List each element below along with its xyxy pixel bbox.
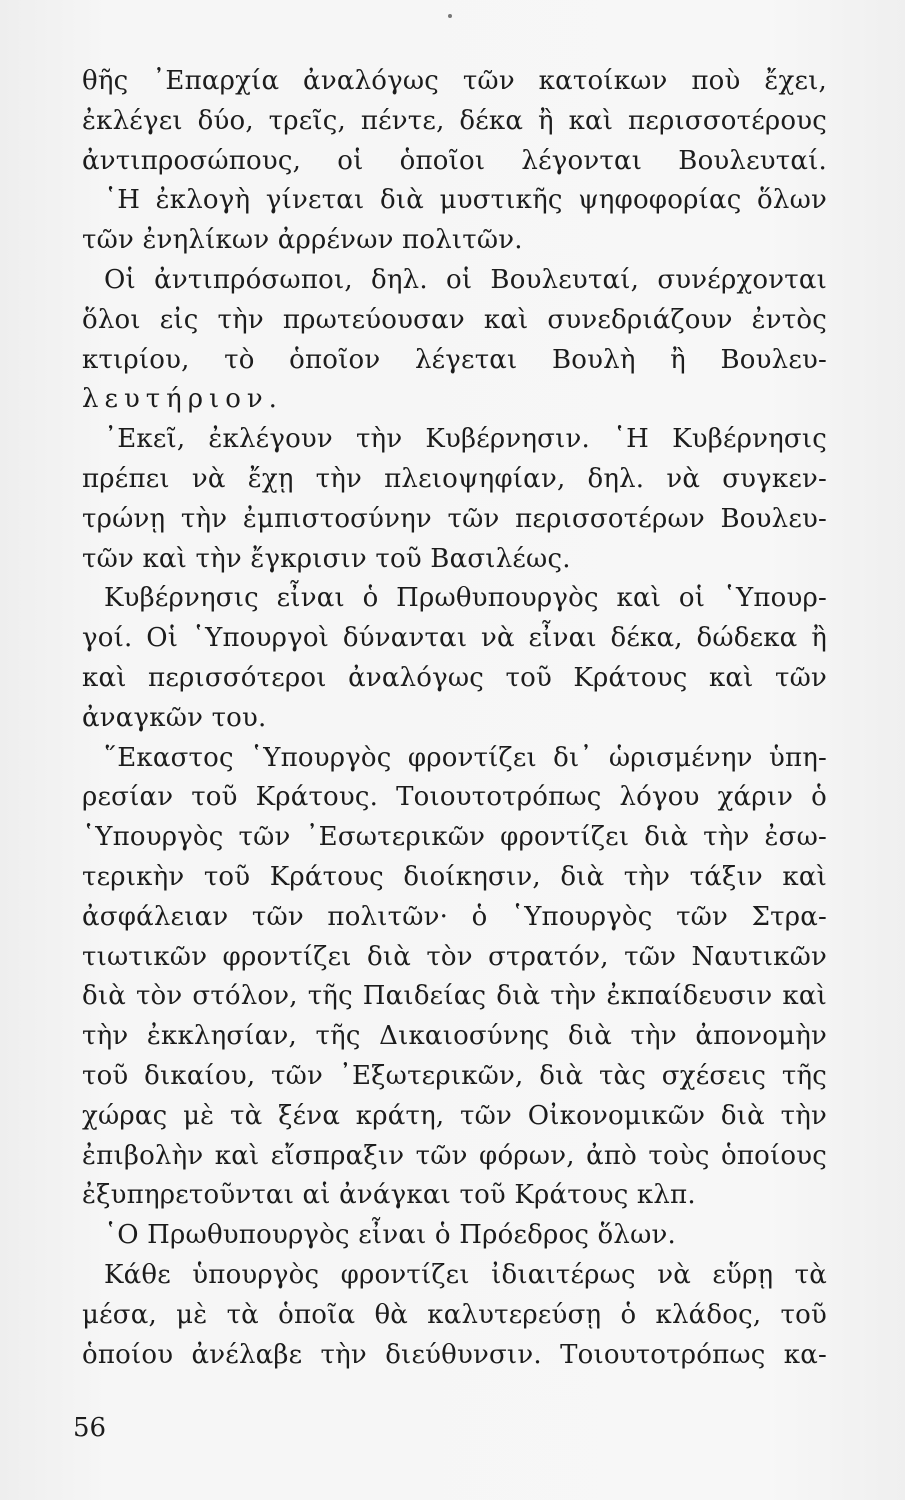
text-line: ὁποίου ἀνέλαβε τὴν διεύθυνσιν. Τοιουτοτρόπως κα- xyxy=(82,1339,827,1370)
text-line: κτιρίου, τὸ ὁποῖον λέγεται Βουλὴ ἢ Βουλευ- xyxy=(82,344,827,375)
text-line: καὶ περισσότεροι ἀναλόγως τοῦ Κράτους καὶ τῶν xyxy=(82,662,827,693)
text-line: ῾Υπουργὸς τῶν ᾿Εσωτερικῶν φροντίζει διὰ τὴν ἐσω- xyxy=(82,822,827,853)
text-line: τὴν ἐκκλησίαν, τῆς Δικαιοσύνης διὰ τὴν ἀπονομὴν xyxy=(82,1021,827,1052)
text-line: ἀναγκῶν του. xyxy=(82,702,267,733)
text-line: τιωτικῶν φροντίζει διὰ τὸν στρατόν, τῶν Ναυτικῶν xyxy=(82,941,827,972)
text-line: τοῦ δικαίου, τῶν ᾿Εξωτερικῶν, διὰ τὰς σχέσεις τῆς xyxy=(82,1060,827,1091)
text-line: ἀντιπροσώπους, οἱ ὁποῖοι λέγονται Βουλευταί. xyxy=(82,145,827,176)
text-line: ῞Εκαστος ῾Υπουργὸς φροντίζει δι᾿ ὡρισμένην ὑπη- xyxy=(104,742,827,773)
text-line: χώρας μὲ τὰ ξένα κράτη, τῶν Οἰκονομικῶν διὰ τὴν xyxy=(82,1100,827,1131)
page-number: 56 xyxy=(73,1413,107,1443)
text-line: ἐπιβολὴν καὶ εἴσπραξιν τῶν φόρων, ἀπὸ τοὺς ὁποίους xyxy=(82,1140,827,1171)
text-line: ᾿Εκεῖ, ἐκλέγουν τὴν Κυβέρνησιν. ῾Η Κυβέρνησις xyxy=(104,424,827,455)
text-line: γοί. Οἱ ῾Υπουργοὶ δύνανται νὰ εἶναι δέκα, δώδεκα ἢ xyxy=(82,623,827,654)
text-line: ἐκλέγει δύο, τρεῖς, πέντε, δέκα ἢ καὶ περισσοτέρους xyxy=(82,105,827,136)
text-line: Κάθε ὑπουργὸς φροντίζει ἰδιαιτέρως νὰ εὕρῃ τὰ xyxy=(104,1259,827,1290)
text-line: τῶν ἐνηλίκων ἀρρένων πολιτῶν. xyxy=(82,225,523,256)
text-line: λευτήριον. xyxy=(82,384,283,415)
text-line: Οἱ ἀντιπρόσωποι, δηλ. οἱ Βουλευταί, συνέρχονται xyxy=(104,264,827,295)
text-line: ρεσίαν τοῦ Κράτους. Τοιουτοτρόπως λόγου χάριν ὁ xyxy=(82,782,827,813)
text-line: διὰ τὸν στόλον, τῆς Παιδείας διὰ τὴν ἐκπαίδευσιν καὶ xyxy=(82,981,827,1012)
text-line: τερικὴν τοῦ Κράτους διοίκησιν, διὰ τὴν τάξιν καὶ xyxy=(82,861,827,892)
text-line: πρέπει νὰ ἔχῃ τὴν πλειοψηφίαν, δηλ. νὰ συγκεν- xyxy=(82,463,827,494)
text-line: ῾Ο Πρωθυπουργὸς εἶναι ὁ Πρόεδρος ὅλων. xyxy=(104,1220,676,1251)
text-line: ῾Η ἐκλογὴ γίνεται διὰ μυστικῆς ψηφοφορίας ὅλων xyxy=(104,185,827,216)
text-line: θῆς ᾿Επαρχία ἀναλόγως τῶν κατοίκων ποὺ ἔχει, xyxy=(82,66,827,96)
text-line: ἐξυπηρετοῦνται αἱ ἀνάγκαι τοῦ Κράτους κλπ. xyxy=(82,1180,696,1211)
text-line: τρώνῃ τὴν ἐμπιστοσύνην τῶν περισσοτέρων Βουλευ- xyxy=(82,503,827,534)
text-line: Κυβέρνησις εἶναι ὁ Πρωθυπουργὸς καὶ οἱ ῾Υπουρ- xyxy=(104,583,827,614)
ink-speck xyxy=(448,14,452,18)
text-line: μέσα, μὲ τὰ ὁποῖα θὰ καλυτερεύσῃ ὁ κλάδος, τοῦ xyxy=(82,1299,827,1330)
text-line: ἀσφάλειαν τῶν πολιτῶν· ὁ ῾Υπουργὸς τῶν Στρα- xyxy=(82,901,827,932)
text-line: ὅλοι εἰς τὴν πρωτεύουσαν καὶ συνεδριάζουν ἐντὸς xyxy=(82,304,827,335)
body-text xyxy=(82,62,827,1375)
text-line: τῶν καὶ τὴν ἔγκρισιν τοῦ Βασιλέως. xyxy=(82,543,571,574)
